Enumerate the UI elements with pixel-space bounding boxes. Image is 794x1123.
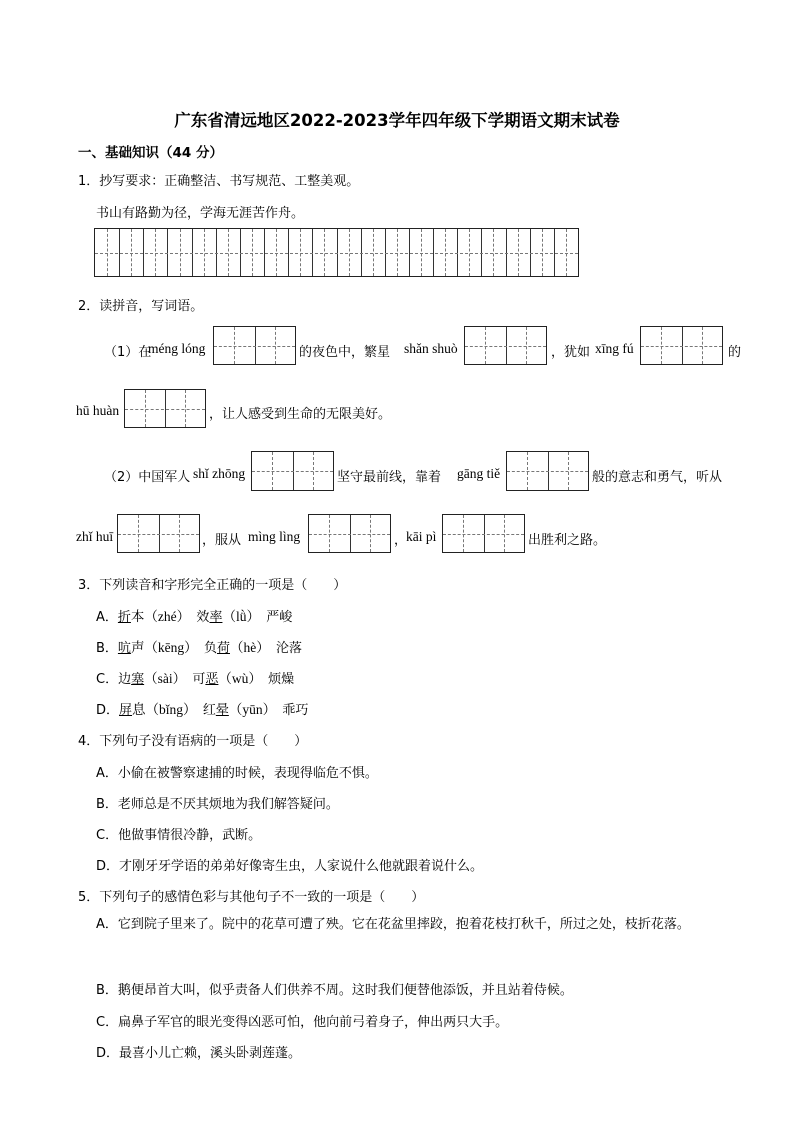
q5-option-b[interactable]: B．鹅便昂首大叫，似乎责备人们供养不周。这时我们便替他添饭，并且站着侍候。 [96, 983, 573, 998]
q2-p2-text-b: 坚守最前线，靠着 [337, 470, 442, 485]
q3-option-c[interactable] [96, 667, 294, 687]
q5-option-c[interactable]: C．扁鼻子军官的眼光变得凶恶可怕，他向前弓着身子，伸出两只大手。 [96, 1015, 509, 1030]
reading: 本（zhé） [130, 609, 184, 624]
word: 严峻 [266, 610, 293, 625]
q2-p2-text-e: ， [394, 533, 408, 548]
q5-option-d[interactable]: D．最喜小儿亡赖，溪头卧剥莲蓬。 [96, 1046, 302, 1061]
q2-p1-text-a: （1）在 [104, 345, 152, 360]
underlined-char: 折 [117, 610, 131, 625]
pinyin-huhuan: hū huàn [76, 403, 120, 418]
pinyin-mingling: mìng lìng [248, 529, 301, 544]
word-char: 边 [118, 672, 132, 687]
cell-guide [118, 534, 199, 535]
cell-guide [443, 534, 524, 535]
copy-grid[interactable] [94, 228, 579, 277]
option-label: B． [96, 641, 118, 656]
reading: （lǜ） [222, 609, 254, 624]
q5-option-a[interactable]: A．它到院子里来了。院中的花草可遭了殃。它在花盆里摔跤，抱着花枝打秋千，所过之处，枝折花落。 [96, 917, 690, 932]
page-title: 广东省清远地区2022-2023学年四年级下学期语文期末试卷 [174, 111, 620, 130]
reading: 声（kēng） [130, 640, 191, 655]
underlined-char: 荷 [216, 641, 230, 656]
pinyin-xingfu: xīng fú [595, 341, 634, 356]
answer-box-shizhong[interactable] [251, 451, 334, 491]
q3-option-b[interactable] [96, 636, 302, 656]
answer-box-gangtie[interactable] [506, 451, 589, 491]
option-label: D． [96, 703, 120, 718]
q2-p2-text-a: （2）中国军人 [104, 470, 191, 485]
q3-option-a[interactable] [96, 605, 292, 625]
q3-stem: 3．下列读音和字形完全正确的一项是（ ） [78, 578, 347, 593]
reading: （wù） [218, 671, 256, 686]
underlined-char: 恶 [205, 672, 219, 687]
cell-guide [507, 471, 588, 472]
reading: （yūn） [228, 702, 270, 717]
option-label: C． [96, 672, 119, 687]
underlined-char: 屏 [119, 703, 133, 718]
q4-option-c[interactable]: C．他做事情很冷静，武断。 [96, 828, 262, 843]
answer-box-xingfu[interactable] [640, 326, 723, 365]
q5-stem: 5．下列句子的感情色彩与其他句子不一致的一项是（ ） [78, 890, 425, 905]
answer-box-huhuan[interactable] [124, 389, 206, 428]
q2-stem: 2．读拼音，写词语。 [78, 299, 204, 314]
cell-guide [641, 346, 722, 347]
q1-text: 书山有路勤为径，学海无涯苦作舟。 [96, 206, 305, 221]
answer-box-menglong[interactable] [213, 326, 296, 365]
q2-p2-text-f: 出胜利之路。 [528, 533, 607, 548]
q4-option-b[interactable]: B．老师总是不厌其烦地为我们解答疑问。 [96, 797, 339, 812]
q2-p1-text-e: ，让人感受到生命的无限美好。 [209, 407, 392, 422]
answer-box-mingling[interactable] [308, 514, 391, 553]
q2-p2-text-c: 般的意志和勇气，听从 [592, 470, 723, 485]
answer-box-shanshuo[interactable] [464, 326, 547, 365]
underlined-char: 吭 [117, 641, 131, 656]
word: 乖巧 [282, 703, 309, 718]
cell-guide [95, 253, 578, 254]
cell-guide [214, 346, 295, 347]
q2-p1-text-c: ，犹如 [551, 345, 591, 360]
pinyin-menglong: méng lóng [148, 341, 206, 356]
underlined-char: 晕 [215, 703, 229, 718]
word: 沦落 [276, 641, 303, 656]
answer-box-zhihui[interactable] [117, 514, 200, 553]
pinyin-gangtie: gāng tiě [457, 466, 501, 481]
option-label: A． [96, 610, 118, 625]
q1-stem: 1．抄写要求：正确整洁、书写规范、工整美观。 [78, 174, 360, 189]
pinyin-shanshuo: shǎn shuò [404, 341, 458, 356]
answer-box-kaipi[interactable] [442, 514, 525, 553]
q2-p1-text-d: 的 [728, 345, 742, 360]
underlined-char: 塞 [131, 672, 145, 687]
q2-p2-text-d: ，服从 [202, 533, 242, 548]
reading: 息（bǐng） [132, 702, 190, 717]
pinyin-zhihui: zhǐ huī [76, 529, 114, 544]
q4-option-a[interactable]: A．小偷在被警察逮捕的时候，表现得临危不惧。 [96, 766, 378, 781]
word-char: 红 [202, 703, 216, 718]
word-char: 效 [196, 610, 210, 625]
cell-guide [309, 534, 390, 535]
word-char: 可 [192, 672, 206, 687]
word-char: 负 [203, 641, 217, 656]
underlined-char: 率 [209, 610, 223, 625]
q4-stem: 4．下列句子没有语病的一项是（ ） [78, 734, 308, 749]
reading: （hè） [229, 640, 263, 655]
cell-guide [125, 409, 205, 410]
q3-option-d[interactable] [96, 698, 308, 718]
pinyin-kaipi: kāi pì [406, 529, 437, 544]
section-heading: 一、基础知识（44 分） [78, 145, 223, 161]
word: 烦燥 [268, 672, 295, 687]
cell-guide [465, 346, 546, 347]
cell-guide [252, 471, 333, 472]
q2-p1-text-b: 的夜色中，繁星 [299, 345, 391, 360]
reading: （sài） [144, 671, 180, 686]
pinyin-shizhong: shǐ zhōng [193, 466, 246, 481]
q4-option-d[interactable]: D．才刚牙牙学语的弟弟好像寄生虫，人家说什么他就跟着说什么。 [96, 859, 484, 874]
